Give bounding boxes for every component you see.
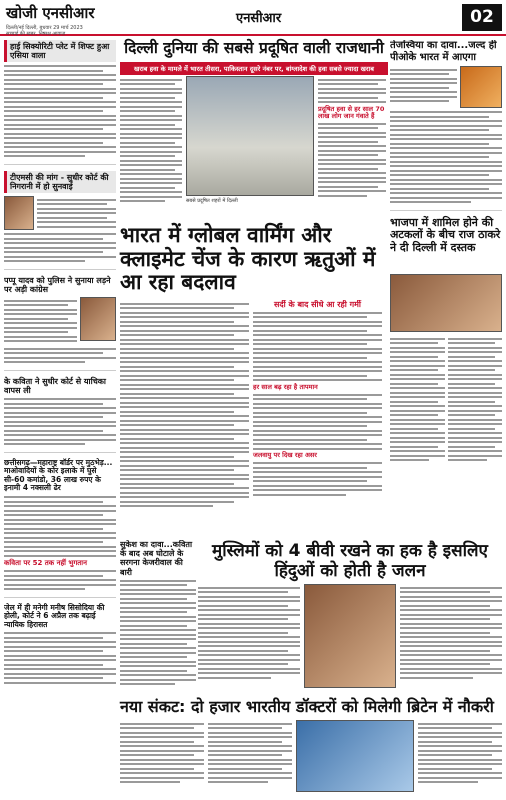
story-pappu-yadav [4,276,116,371]
masthead-left [6,3,118,37]
raj-thackeray-body [390,270,502,536]
photo-caption: सबसे प्रदूषित शहरों में दिल्ली [186,198,238,204]
section-title: एनसीआर [236,11,282,26]
left-column [4,40,116,795]
page-number: 02 [462,4,502,31]
doctors-body [120,720,502,796]
masthead [0,0,506,36]
person-photo [4,196,34,230]
story-title: तेजस्विया का दावा...जल्द ही पीओके भारत में आएगा [390,40,497,63]
story-title: के कविता ने सुधीर कोर्ट से याचिका वापस ली [4,376,106,395]
date-line: दिल्ली/नई दिल्ली, बुधवार 29 मार्च 2023 [6,25,83,31]
lead-subhead: प्रदूषित हवा से हर साल 70 लाख लोग जान गंवाते हैं [318,104,385,120]
lead-body-col3 [318,76,386,220]
climate-subhead: जलवायु पर दिख रहा असर [253,451,317,460]
climate-headline: भारत में ग्लोबल वार्मिंग और क्लाइमेट चेंज के कारण ऋतुओं में आ रहा बदलाव [120,223,376,295]
story-high-security [4,40,116,165]
muslim-headline: मुस्लिमों को 4 बीवी रखने का हक है इसलिए हिंदुओं को होती है जलन [212,541,488,581]
speaker-photo [304,584,396,688]
story-sisodia [4,604,116,691]
story-title: सुकेश का दावा...कविता के बाद अब घोटाले के सरगना केजरीवाल की बारी [120,540,193,577]
story-kejriwal [120,540,196,692]
lead-headline: दिल्ली दुनिया की सबसे प्रदूषित वाली राजधानी [124,39,384,57]
doctors-headline: नया संकट: दो हजार भारतीय डॉक्टरों को मिलेगी ब्रिटेन में नौकरी [120,697,494,716]
story-title: भाजपा में शामिल होने की अटकलों के बीच राज ठाकरे ने दी दिल्ली में दस्तक [390,215,501,254]
story-maoist-encounter [4,459,116,598]
story-k-kavita [4,377,116,453]
story-title: जेल में ही मनेगी मनीष सिसोदिया की होली, कोर्ट ने 6 अप्रैल तक बढ़ाई न्यायिक हिरासत [4,602,105,629]
tagline: सच्चाई की ख़बर, निष्पक्ष आवाज़ [6,31,66,37]
story-title: टीएमसी की मांग - सुधीर कोर्ट की निगरानी में हो सुनवाई [4,171,116,193]
story-title: पप्पू यादव को पुलिस ने सुनाया लड़ने पर अड़ी कांग्रेस [4,275,111,294]
story-subhead: कविता पर 52 तक नहीं भुगतान [4,559,87,567]
lead-kicker: खराब हवा के मामले में भारत तीसरा, पाकिस्तान दूसरे नंबर पर, बांग्लादेश की हवा सबसे ज्यादा खराब [120,62,388,75]
newspaper-logo: खोजी एनसीआर [6,4,95,22]
story-title: हाई सिक्योरिटी प्लेट में शिफ्ट हुआ एसिया वाला [4,40,116,62]
muslim-body [198,584,502,694]
story-tmc-demand [4,171,116,270]
smog-city-photo [186,76,314,196]
story-raj-thackeray [390,217,502,259]
lead-photo-block [186,76,314,220]
story-title: छत्तीसगढ़—महाराष्ट्र बॉर्डर पर मुठभेड़... माओवादियों के कोर इलाके में घुसे सी-60 कमांडो, 36 लाख रुपए के इनामी 4 नक्सली ढेर [4,457,113,493]
climate-subhead: हर साल बढ़ रहा है तापमान [253,382,318,391]
story-body [4,65,116,157]
raj-thackeray-photo [390,274,502,332]
lead-body-col1 [120,76,182,220]
story-pok [390,40,502,211]
doctors-photo [296,720,414,792]
climate-body [120,300,382,536]
person-photo [460,66,502,108]
climate-subhead: सर्दी के बाद सीधे आ रही गर्मी [274,300,361,309]
person-photo [80,297,116,341]
